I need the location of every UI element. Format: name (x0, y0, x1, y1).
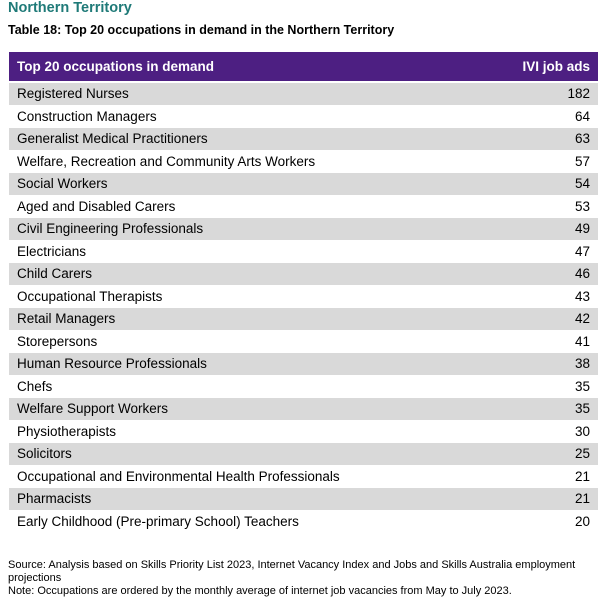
occupation-cell: Occupational and Environmental Health Professionals (9, 465, 472, 488)
value-cell: 63 (472, 128, 598, 151)
value-cell: 38 (472, 353, 598, 376)
source-note: Source: Analysis based on Skills Priority List 2023, Internet Vacancy Index and Jobs and Skills Australia employment projections (8, 559, 576, 584)
section-heading: Northern Territory (8, 0, 132, 16)
table-row (9, 105, 598, 128)
value-cell: 54 (472, 173, 598, 196)
value-cell: 57 (472, 150, 598, 173)
header-occupation: Top 20 occupations in demand (9, 52, 472, 82)
occupation-cell: Child Carers (9, 263, 472, 286)
value-cell: 41 (472, 330, 598, 353)
occupation-cell: Civil Engineering Professionals (9, 218, 472, 241)
occupation-cell: Storepersons (9, 330, 472, 353)
table-header-row (9, 52, 598, 82)
table-row (9, 128, 598, 151)
occupation-cell: Welfare, Recreation and Community Arts Workers (9, 150, 472, 173)
occupation-cell: Social Workers (9, 173, 472, 196)
occupation-cell: Early Childhood (Pre-primary School) Teachers (9, 510, 472, 533)
occupation-cell: Occupational Therapists (9, 285, 472, 308)
occupation-cell: Retail Managers (9, 308, 472, 331)
occupation-cell: Aged and Disabled Carers (9, 195, 472, 218)
occupation-cell: Physiotherapists (9, 420, 472, 443)
occupation-cell: Registered Nurses (9, 82, 472, 105)
table-row (9, 173, 598, 196)
table-row (9, 330, 598, 353)
table-row (9, 150, 598, 173)
value-cell: 47 (472, 240, 598, 263)
table-row (9, 488, 598, 511)
value-cell: 20 (472, 510, 598, 533)
table-row (9, 420, 598, 443)
value-cell: 35 (472, 375, 598, 398)
table-row (9, 285, 598, 308)
table-row (9, 375, 598, 398)
value-cell: 35 (472, 398, 598, 421)
occupation-cell: Pharmacists (9, 488, 472, 511)
table-row (9, 195, 598, 218)
table-caption: Table 18: Top 20 occupations in demand in the Northern Territory (8, 23, 395, 37)
occupation-cell: Construction Managers (9, 105, 472, 128)
table-row (9, 218, 598, 241)
occupation-cell: Chefs (9, 375, 472, 398)
value-cell: 43 (472, 285, 598, 308)
table-row (9, 82, 598, 105)
value-cell: 182 (472, 82, 598, 105)
table-row (9, 263, 598, 286)
table-row (9, 240, 598, 263)
value-cell: 25 (472, 443, 598, 466)
header-ivi-job-ads: IVI job ads (472, 52, 598, 82)
value-cell: 30 (472, 420, 598, 443)
value-cell: 49 (472, 218, 598, 241)
value-cell: 42 (472, 308, 598, 331)
table-row (9, 353, 598, 376)
value-cell: 64 (472, 105, 598, 128)
value-cell: 53 (472, 195, 598, 218)
table-row (9, 443, 598, 466)
occupation-cell: Human Resource Professionals (9, 353, 472, 376)
table-row (9, 510, 598, 533)
table-body (9, 82, 598, 533)
occupation-cell: Solicitors (9, 443, 472, 466)
occupation-cell: Electricians (9, 240, 472, 263)
occupation-cell: Generalist Medical Practitioners (9, 128, 472, 151)
occupations-table (9, 52, 598, 533)
occupation-cell: Welfare Support Workers (9, 398, 472, 421)
footnotes (8, 559, 598, 598)
value-cell: 21 (472, 488, 598, 511)
table-row (9, 308, 598, 331)
ordering-note: Note: Occupations are ordered by the monthly average of internet job vacancies from May to July 2023. (8, 585, 512, 597)
table-row (9, 465, 598, 488)
value-cell: 21 (472, 465, 598, 488)
table-row (9, 398, 598, 421)
value-cell: 46 (472, 263, 598, 286)
